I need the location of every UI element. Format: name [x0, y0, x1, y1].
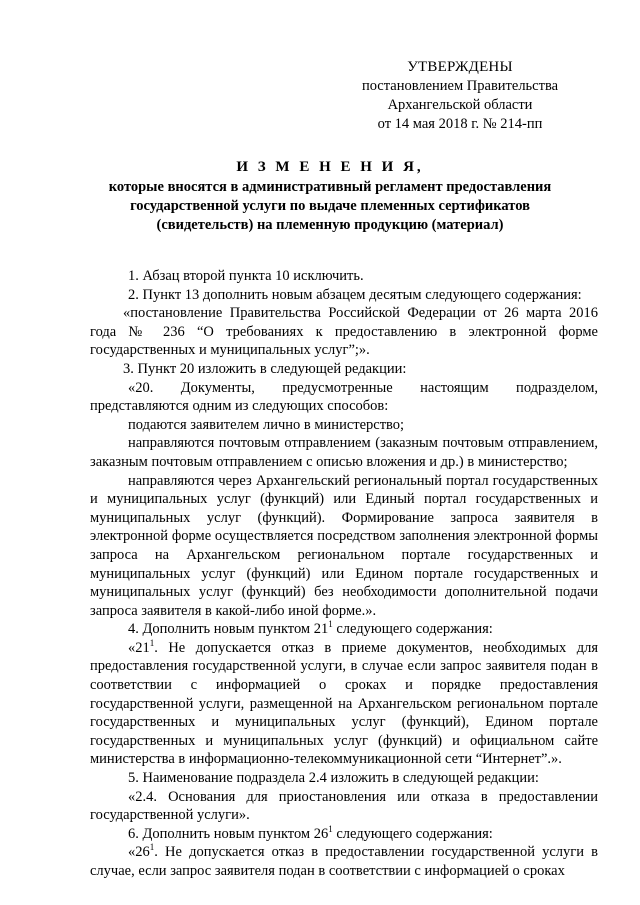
paragraph-text: . Не допускается отказ в приеме документов, необходимых для предоставления государственной услуги, в случае если запрос заявителя подан в соответствии с информацией о сроках и порядке предоставления государственной услуги, размещенной на Архангельском региональном портале государственных и муниципальных услуг (функций), Едином портале государственных и муниципальных услуг (функций) и официальном сайте министерства в информационно-телекоммуникационной сети “Интернет”.». — [90, 639, 598, 768]
paragraph: 3. Пункт 20 изложить в следующей редакции: — [123, 360, 407, 377]
approval-heading: УТВЕРЖДЕНЫ — [407, 59, 513, 75]
paragraph — [90, 620, 598, 639]
approval-line: от 14 мая 2018 г. № 214-пп — [377, 116, 543, 132]
paragraph: «20. Документы, предусмотренные настоящим подразделом, представляются одним из следующих способов: — [90, 379, 598, 415]
title-subtitle: которые вносятся в административный регламент предоставления — [108, 179, 552, 195]
paragraph-text: «21 — [128, 639, 150, 656]
paragraph: «2.4. Основания для приостановления или отказа в предоставлении государственной услуги». — [90, 788, 598, 824]
superscript: 1 — [328, 823, 333, 834]
paragraph-text: . Не допускается отказ в предоставлении государственной услуги в случае, если запрос заявителя подан в соответствии с информацией о сроках — [90, 844, 598, 879]
paragraph-text: 4. Дополнить новым пунктом 21 — [128, 621, 329, 638]
paragraph-text: 6. Дополнить новым пунктом 26 — [128, 825, 329, 842]
paragraph — [90, 639, 598, 769]
title-subtitle: государственной услуги по выдаче племенных сертификатов — [130, 198, 530, 214]
paragraph: 2. Пункт 13 дополнить новым абзацем десятым следующего содержания: — [128, 286, 582, 303]
paragraph: направляются через Архангельский региональный портал государственных и муниципальных услуг (функций) или Единый портал государственных и муниципальных услуг (функций). Формирование запроса заявителя в электронной форме осуществляется посредством заполнения электронной формы запроса на Архангельском региональном портале государственных и муниципальных услуг (функций) или Едином портале государственных и муниципальных услуг (функций) без необходимости дополнительной подачи запроса заявителя в какой-либо иной форме.». — [90, 472, 598, 619]
paragraph — [90, 825, 598, 844]
paragraph-text: «26 — [128, 844, 150, 861]
superscript: 1 — [149, 637, 155, 648]
title-subtitle: (свидетельств) на племенную продукцию (материал) — [156, 217, 504, 233]
paragraph — [90, 843, 598, 880]
approval-stamp — [350, 58, 570, 134]
superscript: 1 — [328, 619, 333, 630]
document-title — [80, 158, 580, 235]
paragraph-text: следующего содержания: — [332, 621, 493, 638]
document-body — [90, 267, 598, 881]
paragraph-text: следующего содержания: — [332, 825, 493, 842]
paragraph: 5. Наименование подраздела 2.4 изложить в следующей редакции: — [128, 770, 539, 787]
approval-line: постановлением Правительства — [361, 78, 559, 94]
title-main: И З М Е Н Е Н И Я, — [236, 159, 424, 175]
superscript: 1 — [149, 842, 155, 853]
approval-line: Архангельской области — [387, 97, 533, 113]
paragraph: подаются заявителем лично в министерство; — [128, 416, 405, 433]
paragraph: направляются почтовым отправлением (заказным почтовым отправлением, заказным почтовым отправлением с описью вложения и др.) в министерство; — [90, 435, 598, 470]
paragraph: 1. Абзац второй пункта 10 исключить. — [128, 268, 364, 284]
paragraph: «постановление Правительства Российской Федерации от 26 марта 2016 года № 236 “О требованиях к предоставлению в электронной форме государственных и муниципальных услуг”;». — [90, 305, 598, 359]
